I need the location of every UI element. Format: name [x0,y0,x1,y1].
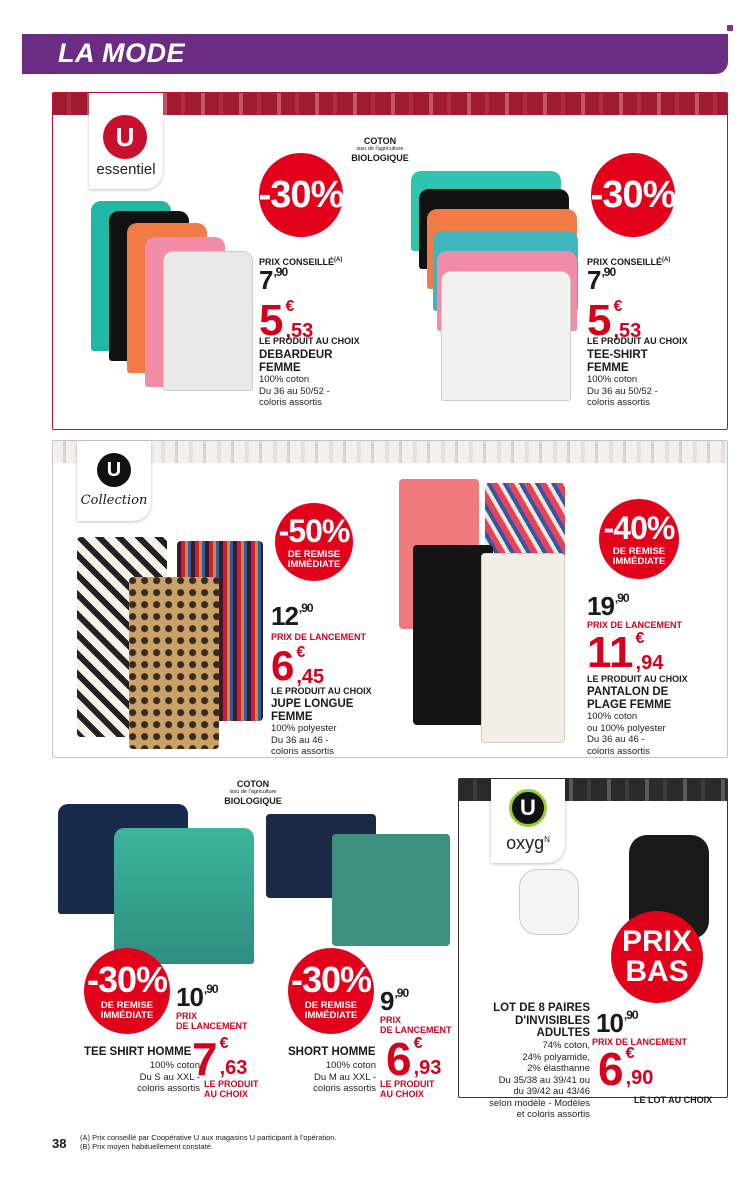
old-price: $9^{,90}$ [380,986,409,1016]
skirts-image [77,537,267,751]
panel-essentiel [52,92,728,430]
u-pattern-band [53,441,727,463]
choice-label: LE PRODUIT AU CHOIX [587,674,688,684]
brand-name: essentiel [96,161,156,178]
beach-trousers-image [393,479,583,751]
new-price: 11 € ,94 [587,628,664,677]
product-info: DEBARDEUR FEMME 100% coton Du 36 au 50/52 - coloris assortis [259,349,333,409]
footnotes: (A) Prix conseillé par Coopérative U aux magasins U participant à l'opération. (B) Prix moyen habituellement constaté. [80,1133,337,1151]
discount-badge: -30% DE REMISE IMMÉDIATE [84,948,170,1034]
choice-label: LE PRODUIT AU CHOIX [380,1079,435,1099]
product-desc: 100% coton Du S au XXL - coloris assortis [137,1060,200,1095]
old-price: $12^{,90}$ [271,601,313,631]
old-price: $10^{,90}$ [596,1008,638,1038]
product-name: SHORT HOMME [288,1046,376,1058]
u-logo-icon: U [97,453,131,487]
price-label: PRIX $CONSEILLÉ^{(A)}$ [259,257,343,267]
new-price: 7 € ,63 [192,1033,248,1085]
brand-logo-collection [77,441,151,521]
brand-name: Collection [80,493,148,508]
new-price: 6 € ,45 [271,642,325,689]
old-price: $10^{,90}$ [176,982,218,1012]
new-price: 6 € ,90 [598,1043,654,1095]
mens-tee-image [58,804,254,964]
tank-tops-image [81,201,281,391]
u-logo-icon: U [103,115,147,159]
choice-label: LE PRODUIT AU CHOIX [259,336,360,346]
discount-badge: -30% DE REMISE IMMÉDIATE [288,948,374,1034]
tee-shirts-image [393,171,583,411]
organic-cotton-label: COTON issu de l'agriculture BIOLOGIQUE [351,136,409,163]
brand-logo-essentiel [89,93,163,189]
organic-cotton-label: COTON issu de l'agriculture BIOLOGIQUE [224,779,282,806]
product-desc: 100% coton Du M au XXL - coloris assortis [313,1060,376,1095]
old-price: $7^{,90}$ [259,265,288,295]
section-header [22,34,728,74]
new-price: 5 € ,53 [259,296,314,345]
choice-label: LE PRODUIT AU CHOIX [271,686,372,696]
launch-label: PRIX DE LANCEMENT [176,1011,248,1031]
old-price: $7^{,90}$ [587,265,616,295]
launch-label: PRIX DE LANCEMENT [271,632,367,642]
discount-badge: -30% [591,153,675,237]
product-info: JUPE LONGUE FEMME 100% polyester Du 36 au 46 - coloris assortis [271,698,354,758]
new-price: 5 € ,53 [587,296,642,345]
product-name: TEE SHIRT HOMME [84,1046,192,1058]
discount-badge: -40% DE REMISE IMMÉDIATE [599,499,679,579]
launch-label: PRIX DE LANCEMENT [587,620,683,630]
new-price: 6 € ,93 [386,1033,442,1085]
choice-label: LE PRODUIT AU CHOIX [587,336,688,346]
old-price: $19^{,90}$ [587,591,629,621]
page-marker [727,25,733,31]
discount-badge: -50% DE REMISE IMMÉDIATE [275,503,353,581]
section-title: LA MODE [58,38,185,68]
product-info: LOT DE 8 PAIRES D'INVISIBLES ADULTES 74% coton, 24% polyamide, 2% élasthanne Du 35/38 au 39/41 ou du 39/42 au 43/46 selon modèle - Modèles et coloris assortis [489,1002,590,1121]
product-info: TEE-SHIRT FEMME 100% coton Du 36 au 50/52 - coloris assortis [587,349,658,409]
panel-collection [52,440,728,758]
launch-label: PRIX DE LANCEMENT [592,1037,688,1047]
mens-shorts-image [266,814,452,948]
price-label: PRIX $CONSEILLÉ^{(A)}$ [587,257,671,267]
choice-label: LE LOT AU CHOIX [634,1095,713,1105]
choice-label: LE PRODUIT AU CHOIX [204,1079,259,1099]
prix-bas-badge: PRIX BAS [611,911,703,1003]
page-number: 38 [52,1136,67,1151]
product-info: PANTALON DE PLAGE FEMME 100% coton ou 100% polyester Du 36 au 46 - coloris assortis [587,686,672,758]
discount-badge: -30% [259,153,343,237]
u-logo-icon: U [509,789,547,827]
brand-name: oxyg$^N$ [506,833,550,853]
launch-label: PRIX DE LANCEMENT [380,1015,452,1035]
